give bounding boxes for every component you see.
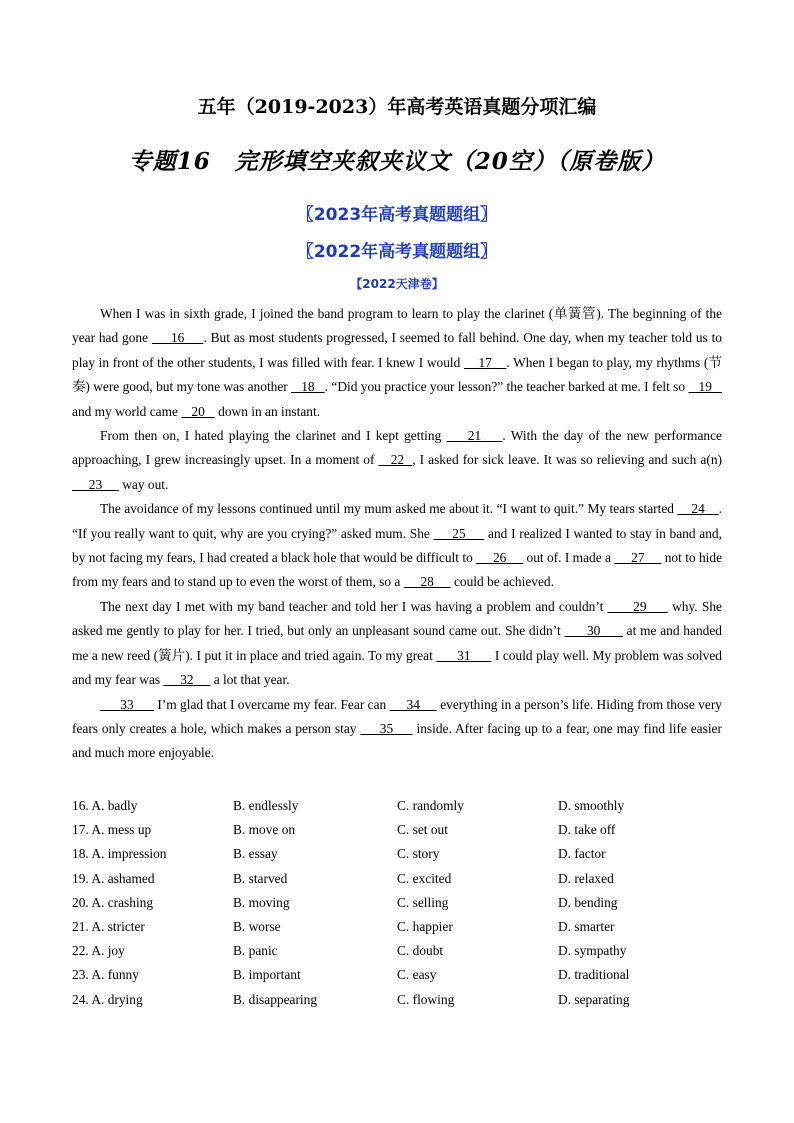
blank-number: 18: [301, 379, 315, 395]
option-a: 16. A. badly: [72, 798, 138, 814]
blank-35: [360, 721, 412, 736]
passage-text: , I asked for sick leave. It was so relieving and such a(n): [412, 452, 722, 468]
group-heading-2023: 〖2023年高考真题题组〗: [296, 205, 498, 225]
blank-number: 21: [467, 428, 482, 444]
option-b: B. starved: [233, 870, 288, 886]
blank-number: 25: [452, 525, 466, 541]
passage-text: I’m glad that I overcame my fear. Fear can: [153, 696, 390, 712]
option-a: 24. A. drying: [72, 991, 143, 1007]
passage-text: could be achieved.: [450, 574, 554, 590]
option-row-21: [72, 915, 732, 939]
blank-number: 29: [633, 598, 647, 614]
blank-25: [434, 526, 485, 541]
option-b: B. important: [233, 967, 301, 983]
passage-text: The next day I met with my band teacher and told her I was having a problem and couldn’t: [100, 598, 608, 614]
option-b: B. moving: [233, 894, 290, 910]
blank-number: 17: [478, 354, 492, 370]
option-c: C. flowing: [397, 991, 455, 1007]
passage-text: out of. I made a: [523, 550, 615, 566]
blank-20: [181, 404, 214, 419]
option-row-18: [72, 842, 732, 866]
passage-text: From then on, I hated playing the clarinet and I kept getting: [100, 428, 447, 444]
passage-text: and my world came: [72, 403, 182, 419]
option-d: D. traditional: [558, 967, 630, 983]
blank-19: [688, 379, 722, 394]
option-d: D. factor: [558, 846, 606, 862]
blank-27: [614, 550, 661, 565]
option-d: D. separating: [558, 991, 630, 1007]
blank-number: 20: [191, 403, 205, 419]
blank-24: [677, 501, 718, 516]
blank-29: [608, 599, 668, 614]
blank-26: [476, 550, 523, 565]
passage-text: at me and handed me a new reed (簧片). I put it in place and tried again. To my great: [72, 623, 722, 663]
passage-text: When I was in sixth grade, I joined the band program to learn to play the clarinet (单簧管). The beginning of the year had gone: [72, 306, 722, 346]
blank-18: [291, 379, 325, 394]
option-row-16: [72, 794, 732, 818]
passage-text: a lot that year.: [210, 672, 290, 688]
passage-text: why. She asked me gently to play for her. I tried, but only an unpleasant sound came out. She didn’t: [72, 598, 722, 639]
blank-34: [390, 697, 437, 712]
option-row-24: [72, 988, 732, 1012]
blank-22: [379, 452, 413, 467]
option-c: C. set out: [397, 822, 448, 838]
option-a: 18. A. impression: [72, 846, 167, 862]
option-b: B. worse: [233, 919, 281, 935]
passage-paragraph: [72, 497, 722, 595]
option-c: C. story: [397, 846, 440, 862]
passage-paragraph: [72, 302, 722, 424]
option-b: B. move on: [233, 822, 296, 838]
option-c: C. randomly: [397, 798, 464, 814]
blank-number: 33: [120, 696, 134, 712]
blank-number: 30: [586, 623, 601, 639]
passage-text: and I realized I wanted to stay in band and, by not facing my fears, I had created a black hole that would be difficult to: [72, 525, 722, 566]
option-d: D. sympathy: [558, 943, 627, 959]
passage-text: . When I began to play, my rhythms (节奏) were good, but my tone was another: [72, 354, 723, 395]
option-row-20: [72, 891, 732, 915]
blank-number: 19: [698, 379, 712, 395]
exam-region-label: 【2022天津卷】: [350, 277, 444, 291]
blank-16: [152, 330, 204, 345]
blank-number: 34: [406, 696, 420, 712]
blank-23: [72, 477, 119, 492]
passage-text: . “Did you practice your lesson?” the teacher barked at me. I felt so: [324, 379, 689, 395]
answer-options: [72, 794, 732, 1012]
blank-21: [447, 428, 503, 443]
option-b: B. disappearing: [233, 991, 318, 1007]
passage-paragraph: [72, 424, 722, 497]
passage-text: everything in a person’s life. Hiding from those very fears only creates a hole, which makes a person stay: [72, 696, 722, 736]
blank-30: [564, 623, 622, 638]
blank-number: 32: [180, 672, 194, 688]
page-subtitle: 专题16 完形填空夹叙夹议文（20空）（原卷版）: [128, 148, 666, 175]
blank-28: [404, 574, 451, 589]
passage-text: way out.: [118, 476, 169, 492]
blank-number: 27: [631, 550, 645, 566]
option-d: D. smarter: [558, 919, 615, 935]
blank-17: [464, 355, 506, 370]
option-row-19: [72, 867, 732, 891]
passage-text: inside. After facing up to a fear, one may find life easier and much more enjoyable.: [72, 720, 722, 761]
option-a: 21. A. stricter: [72, 919, 145, 935]
page-title: 五年（2019-2023）年高考英语真题分项汇编: [197, 96, 597, 118]
option-row-23: [72, 963, 732, 987]
cloze-passage: [72, 302, 722, 766]
option-d: D. relaxed: [558, 870, 614, 886]
blank-number: 23: [88, 476, 103, 492]
option-c: C. doubt: [397, 943, 444, 959]
passage-text: . “If you really want to quit, why are you crying?” asked mum. She: [72, 501, 723, 541]
option-c: C. excited: [397, 870, 452, 886]
passage-text: I could play well. My problem was solved and my fear was: [72, 647, 722, 688]
passage-text: down in an instant.: [214, 403, 321, 419]
option-a: 20. A. crashing: [72, 894, 154, 910]
blank-number: 24: [691, 501, 705, 517]
option-d: D. smoothly: [558, 798, 625, 814]
option-a: 19. A. ashamed: [72, 870, 155, 886]
option-a: 23. A. funny: [72, 967, 139, 983]
blank-number: 16: [170, 330, 185, 346]
blank-number: 35: [379, 720, 394, 736]
option-a: 22. A. joy: [72, 943, 125, 959]
blank-number: 26: [492, 550, 507, 566]
option-row-22: [72, 939, 732, 963]
option-c: C. happier: [397, 919, 453, 935]
option-a: 17. A. mess up: [72, 822, 152, 838]
blank-number: 22: [390, 452, 405, 468]
option-row-17: [72, 818, 732, 842]
passage-text: not to hide from my fears and to stand up to even the worst of them, so a: [72, 550, 723, 590]
option-c: C. easy: [397, 967, 437, 983]
passage-text: The avoidance of my lessons continued until my mum asked me about it. “I want to quit.” My tears started: [100, 501, 678, 517]
blank-31: [436, 648, 491, 663]
option-c: C. selling: [397, 894, 449, 910]
group-heading-2022: 〖2022年高考真题题组〗: [296, 242, 498, 262]
passage-text: . But as most students progressed, I seemed to fall behind. One day, when my teacher told us to play in front of the other students, I was filled with fear. I knew I would: [72, 330, 722, 370]
blank-33: [100, 697, 154, 712]
blank-number: 31: [457, 647, 471, 663]
passage-paragraph: [72, 693, 722, 766]
blank-number: 28: [420, 574, 434, 590]
passage-text: . With the day of the new performance approaching, I grew increasingly upset. In a moment of: [72, 428, 722, 468]
blank-32: [163, 672, 210, 687]
option-d: D. take off: [558, 822, 616, 838]
option-b: B. essay: [233, 846, 278, 862]
passage-paragraph: [72, 595, 722, 693]
option-b: B. panic: [233, 943, 278, 959]
option-d: D. bending: [558, 894, 618, 910]
option-b: B. endlessly: [233, 798, 299, 814]
